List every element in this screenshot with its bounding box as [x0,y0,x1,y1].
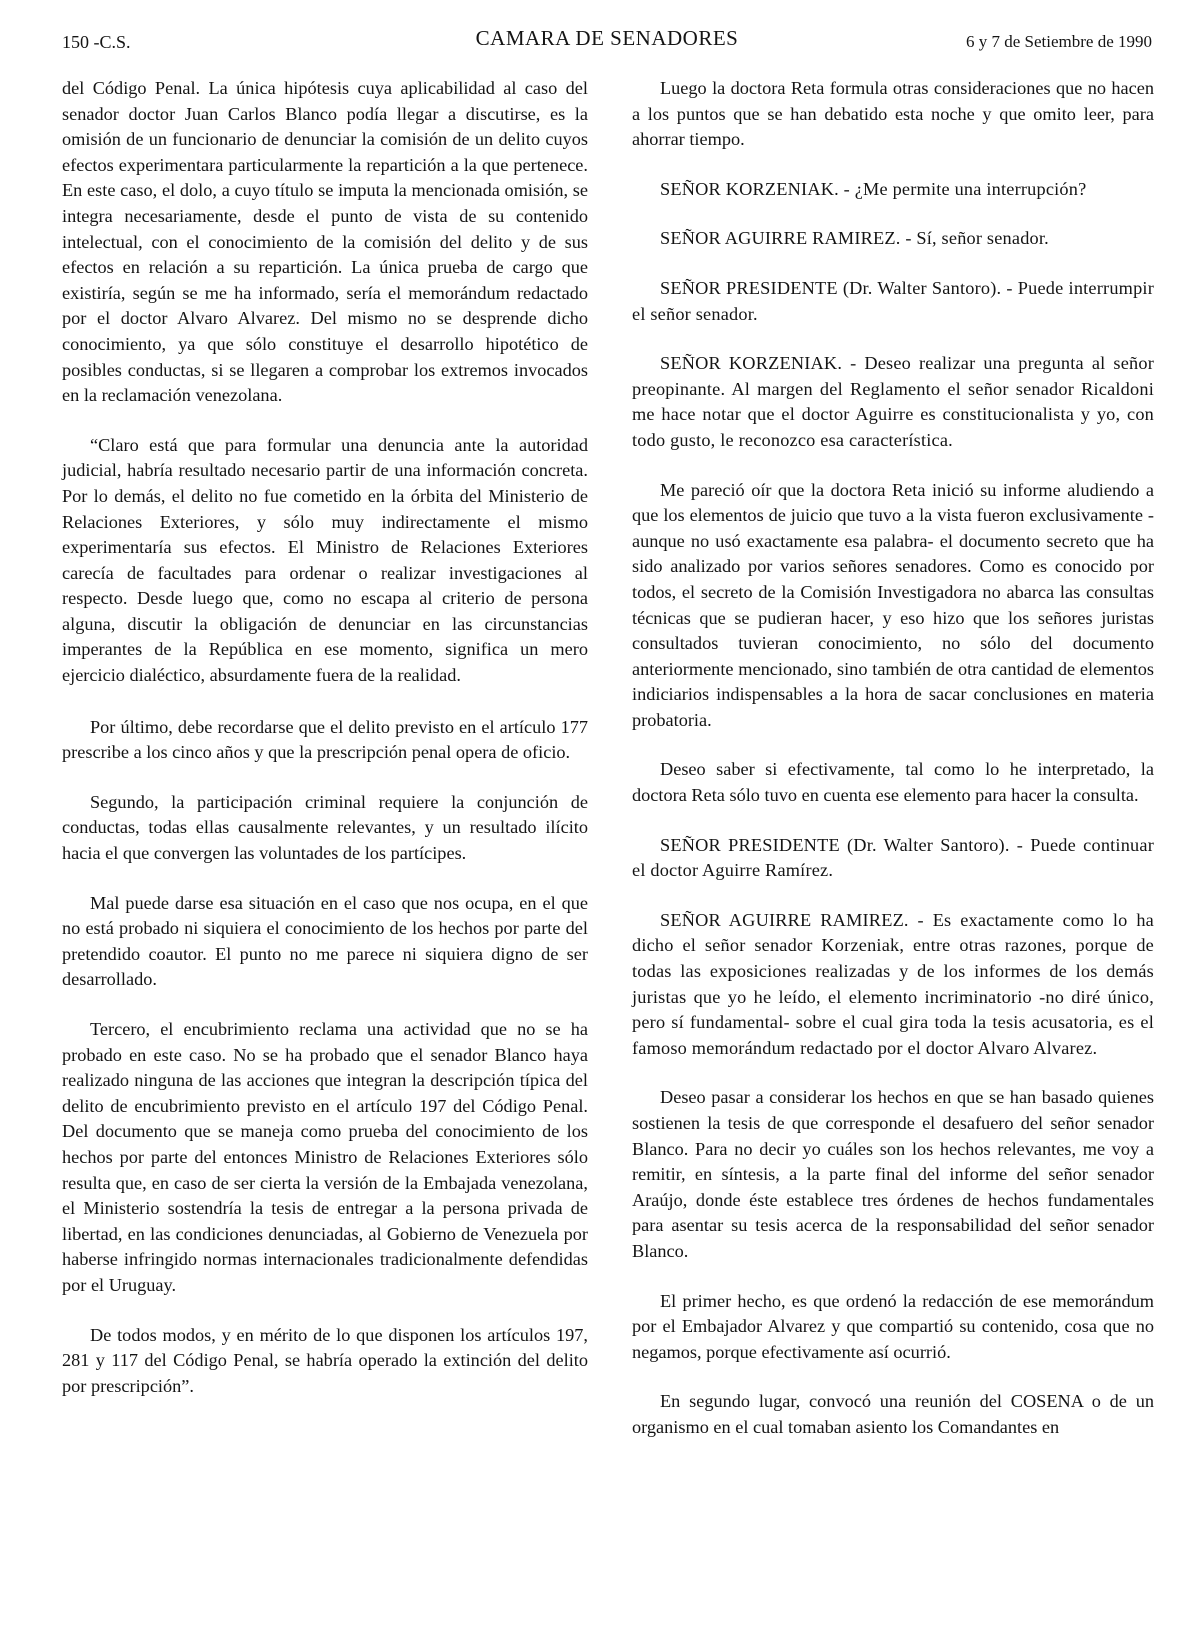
speaker-turn: SEÑOR PRESIDENTE (Dr. Walter Santoro). - Puede continuar el doctor Aguirre Ramírez. [632,834,1154,881]
speaker-turn: SEÑOR AGUIRRE RAMIREZ. - Es exactamente como lo ha dicho el señor senador Korzeniak, entre otras razones, porque de todas las exposiciones realizadas y de los informes de los demás juristas que yo he leído, el elemento incriminatorio -no diré único, pero sí fundamental- sobre el cual gira toda la tesis acusatoria, es el famoso memorándum redactado por el doctor Alvaro Alvarez. [632,909,1154,1058]
left-column [62,76,588,1423]
paragraph: Mal puede darse esa situación en el caso que nos ocupa, en el que no está probado ni siquiera el conocimiento de los hechos por parte del pretendido coautor. El punto no me parece ni siquiera digno de ser desarrollado. [62,892,588,990]
paragraph: del Código Penal. La única hipótesis cuya aplicabilidad al caso del senador doctor Juan Carlos Blanco podía llegar a discutirse, es la omisión de un funcionario de denunciar la comisión de un delito cuyos efectos experimentara particularmente la repartición a la que pertenece. En este caso, el dolo, a cuyo título se imputa la mencionada omisión, se integra necesariamente, desde el punto de vista de su contenido intelectual, con el conocimiento de la comisión del delito y de sus efectos en relación a su repartición. La única prueba de cargo que existiría, según se me ha informado, sería el memorándum redactado por el doctor Alvaro Alvarez. Del mismo no se desprende dicho conocimiento, ya que sólo constituye el desarrollo hipotético de posibles conductas, si se llegaren a comprobar los extremos invocados en la reclamación venezolana. [62,78,588,406]
right-column [632,76,1154,1465]
paragraph: Segundo, la participación criminal requiere la conjunción de conductas, todas ellas causalmente relevantes, y un resultado ilícito hacia el que convergen las voluntades de los partícipes. [62,791,588,864]
paragraph: Luego la doctora Reta formula otras consideraciones que no hacen a los puntos que se han debatido esta noche y que omito leer, para ahorrar tiempo. [632,78,1154,150]
page-header [62,26,1152,56]
speaker-turn: SEÑOR AGUIRRE RAMIREZ. - Sí, señor senador. [660,228,1049,249]
session-date: 6 y 7 de Setiembre de 1990 [965,32,1152,51]
page-reference: 150 -C.S. [62,32,131,52]
paragraph: Tercero, el encubrimiento reclama una actividad que no se ha probado en este caso. No se ha probado que el senador Blanco haya realizado ninguna de las acciones que integran la descripción típica del delito de encubrimiento previsto en el artículo 197 del Código Penal. Del documento que se maneja como prueba del conocimiento de los hechos por parte del entonces Ministro de Relaciones Exteriores sólo resulta que, en caso de ser cierta la versión de la Embajada venezolana, el Ministerio sostendría la tesis de entregar a la persona privada de libertad, en las condiciones denunciadas, al Gobierno de Venezuela por haberse infringido normas internacionales tradicionalmente defendidas por el Uruguay. [62,1019,588,1295]
speaker-turn: SEÑOR KORZENIAK. - ¿Me permite una interrupción? [660,178,1087,199]
publication-title: CAMARA DE SENADORES [475,26,739,50]
speaker-turn: SEÑOR PRESIDENTE (Dr. Walter Santoro). - Puede interrumpir el señor senador. [632,277,1154,324]
paragraph: En segundo lugar, convocó una reunión del COSENA o de un organismo en el cual tomaban asiento los Comandantes en [632,1391,1154,1437]
paragraph: Deseo pasar a considerar los hechos en que se han basado quienes sostienen la tesis de que corresponde el desafuero del señor senador Blanco. Para no decir yo cuáles son los hechos relevantes, me voy a remitir, en síntesis, a la parte final del informe del señor senador Araújo, donde éste establece tres órdenes de hechos fundamentales para asentar su tesis acerca de la responsabilidad del señor senador Blanco. [632,1087,1154,1261]
paragraph: “Claro está que para formular una denuncia ante la autoridad judicial, habría resultado necesario partir de una información concreta. Por lo demás, el delito no fue cometido en la órbita del Ministerio de Relaciones Exteriores, y sólo muy indirectamente el mismo experimentaría sus efectos. El Ministro de Relaciones Exteriores carecía de facultades para ordenar o realizar investigaciones al respecto. Desde luego que, como no escapa al criterio de persona alguna, discutir la obligación de denunciar en las circunstancias imperantes de la República en ese momento, significa un mero ejercicio dialéctico, absurdamente fuera de la realidad. [62,434,588,686]
paragraph: De todos modos, y en mérito de lo que disponen los artículos 197, 281 y 117 del Código Penal, se habría operado la extinción del delito por prescripción”. [62,1324,588,1396]
speaker-turn: SEÑOR KORZENIAK. - Deseo realizar una pregunta al señor preopinante. Al margen del Reglamento el señor senador Ricaldoni me hace notar que el doctor Aguirre es constitucionalista y yo, con todo gusto, le reconozco esa característica. [632,353,1154,450]
paragraph: Me pareció oír que la doctora Reta inició su informe aludiendo a que los elementos de juicio que tuvo a la vista fueron exclusivamente -aunque no usó exactamente esa palabra- el documento secreto que ha sido analizado por varios señores senadores. Como es conocido por todos, el secreto de la Comisión Investigadora no abarca las consultas técnicas que se pudieran hacer, y eso hizo que los señores juristas consultados tuvieran conocimiento, no sólo del documento anteriormente mencionado, sino también de otra cantidad de elementos indiciarios indispensables a la hora de sacar conclusiones en materia probatoria. [632,479,1154,730]
paragraph: El primer hecho, es que ordenó la redacción de ese memorándum por el Embajador Alvarez y que compartió su contenido, cosa que no negamos, porque efectivamente así ocurrió. [632,1290,1154,1362]
paragraph: Por último, debe recordarse que el delito previsto en el artículo 177 prescribe a los cinco años y que la prescripción penal opera de oficio. [62,716,588,763]
paragraph: Deseo saber si efectivamente, tal como lo he interpretado, la doctora Reta sólo tuvo en cuenta ese elemento para hacer la consulta. [632,759,1154,806]
